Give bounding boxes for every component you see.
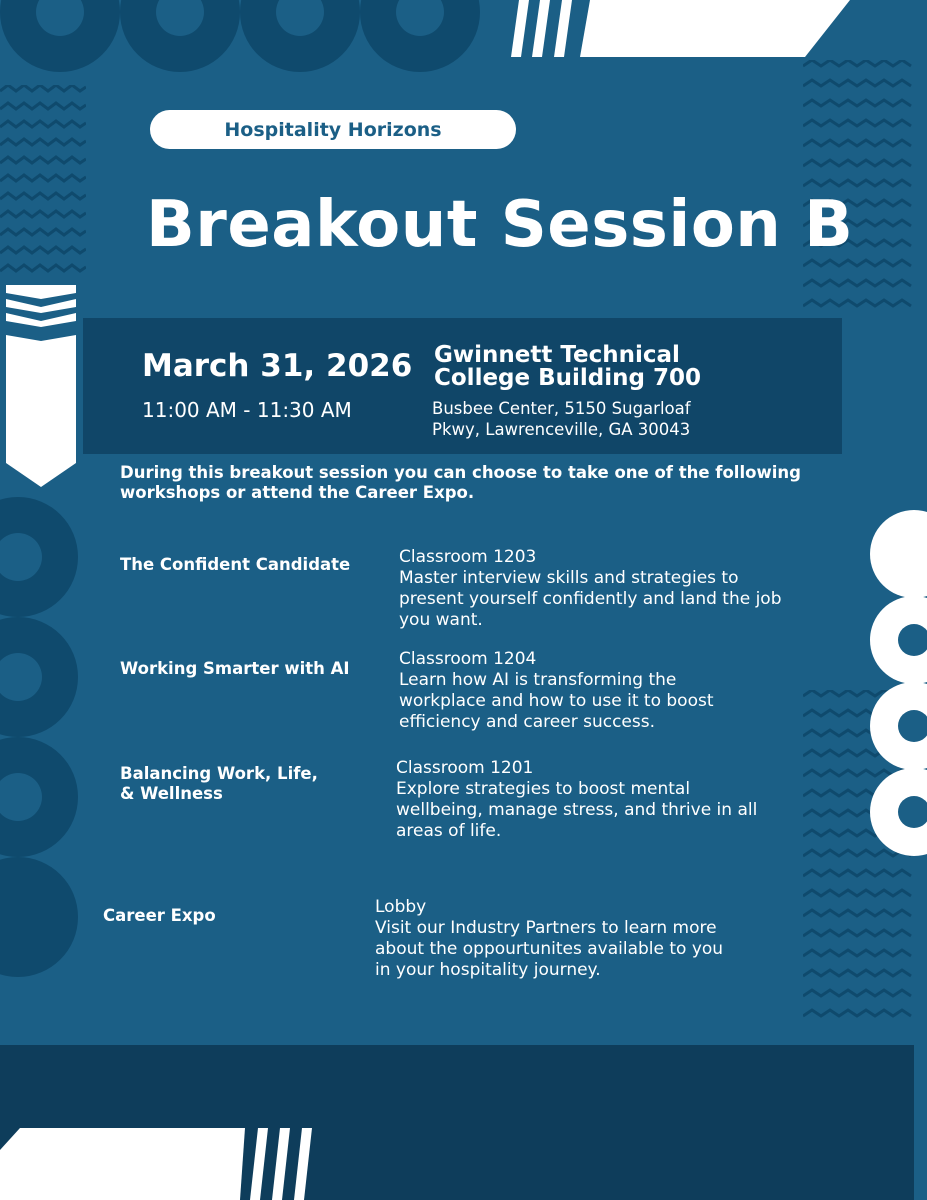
event-badge-label: Hospitality Horizons <box>224 118 442 141</box>
left-circle-decoration <box>0 495 80 985</box>
workshop-desc-line: efficiency and career success. <box>399 712 655 732</box>
intro-line-2: workshops or attend the Career Expo. <box>120 483 475 502</box>
workshop-title-line: Career Expo <box>103 906 216 925</box>
left-zigzag-decoration <box>0 85 86 285</box>
workshop-desc-line: workplace and how to use it to boost <box>399 691 714 711</box>
workshop-title <box>103 906 216 926</box>
workshop-desc-line: Explore strategies to boost mental <box>396 779 691 799</box>
workshop-desc-line: Master interview skills and strategies to <box>399 568 739 588</box>
event-address <box>432 398 752 440</box>
workshop-room: Classroom 1203 <box>399 547 537 567</box>
workshop-details <box>396 758 796 842</box>
workshop-title <box>120 764 318 804</box>
workshop-details <box>375 897 775 981</box>
intro-line-1: During this breakout session you can choose to take one of the following <box>120 463 801 482</box>
workshop-room: Classroom 1204 <box>399 649 537 669</box>
workshop-title-line: Working Smarter with AI <box>120 659 350 678</box>
workshop-title <box>120 659 350 679</box>
workshop-title-line: & Wellness <box>120 784 223 803</box>
event-date: March 31, 2026 <box>142 348 413 384</box>
intro-text <box>120 463 820 503</box>
workshop-desc-line: wellbeing, manage stress, and thrive in all <box>396 800 758 820</box>
workshop-desc-line: Visit our Industry Partners to learn more <box>375 918 717 938</box>
address-line-2: Pkwy, Lawrenceville, GA 30043 <box>432 420 691 439</box>
event-time: 11:00 AM - 11:30 AM <box>142 398 352 422</box>
workshop-desc-line: areas of life. <box>396 821 502 841</box>
workshop-title-line: Balancing Work, Life, <box>120 764 318 783</box>
workshop-desc-line: you want. <box>399 610 483 630</box>
top-stripes-decoration <box>505 0 855 60</box>
event-venue <box>434 344 774 390</box>
page-title: Breakout Session B <box>146 188 854 262</box>
bottom-stripes-decoration <box>0 1128 320 1200</box>
venue-line-2: College Building 700 <box>434 365 701 391</box>
address-line-1: Busbee Center, 5150 Sugarloaf <box>432 399 691 418</box>
right-circle-decoration <box>870 510 927 860</box>
workshop-title <box>120 555 350 575</box>
workshop-title-line: The Confident Candidate <box>120 555 351 574</box>
event-badge <box>150 110 516 149</box>
workshop-desc-line: in your hospitality journey. <box>375 960 601 980</box>
chevron-banner-decoration <box>0 285 80 490</box>
workshop-room: Lobby <box>375 897 427 917</box>
workshop-desc-line: Learn how AI is transforming the <box>399 670 677 690</box>
workshop-desc-line: about the oppourtunites available to you <box>375 939 724 959</box>
venue-line-1: Gwinnett Technical <box>434 342 680 368</box>
workshop-desc-line: present yourself confidently and land the job <box>399 589 782 609</box>
workshop-details <box>399 547 799 631</box>
top-circle-decoration <box>0 0 480 75</box>
workshop-details <box>399 649 799 733</box>
workshop-room: Classroom 1201 <box>396 758 534 778</box>
